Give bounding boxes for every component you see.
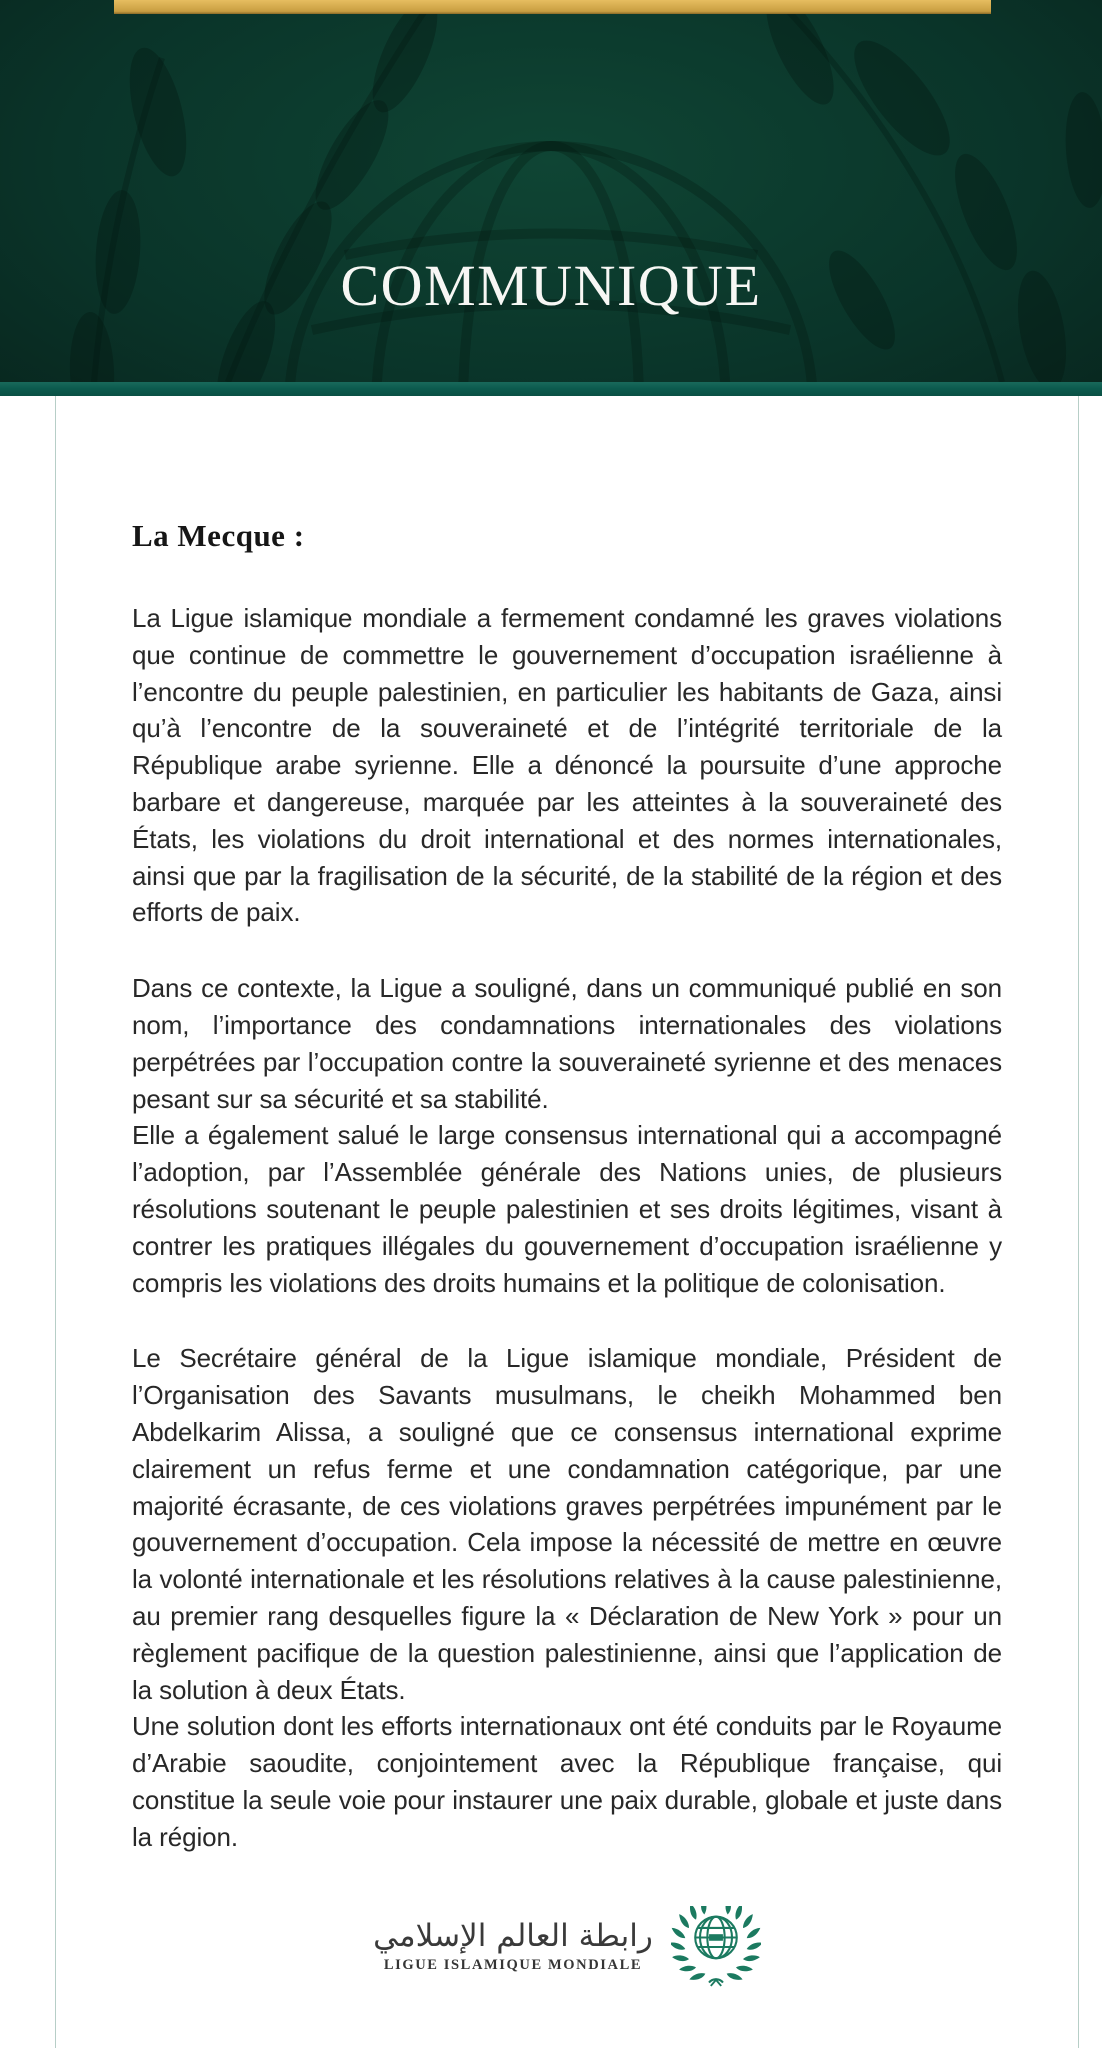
logo-arabic-name: رابطة العالم الإسلامي — [373, 1917, 653, 1954]
mwl-logo — [132, 1906, 1002, 1988]
teal-divider-band — [0, 382, 1102, 396]
paragraph-2: Dans ce contexte, la Ligue a souligné, dans un communiqué publié en son nom, l’importance des condamnations internationales des violations perpétrées par l’occupation contre la souveraineté syrienne et des menaces pesant sur sa sécurité et sa stabilité. — [132, 973, 1002, 1114]
gold-accent-bar — [114, 0, 991, 14]
logo-french-name: LIGUE ISLAMIQUE MONDIALE — [383, 1957, 643, 1974]
header-banner — [0, 0, 1102, 382]
mwl-emblem-icon — [671, 1906, 761, 1988]
laurel-globe-watermark — [0, 0, 1102, 382]
paragraph-4: Le Secrétaire général de la Ligue islamique mondiale, Président de l’Organisation des Savants musulmans, le cheikh Mohammed ben Abdelkarim Alissa, a souligné que ce consensus international exprime clairement un refus ferme et une condamnation catégorique, par une majorité écrasante, de ces violations graves perpétrées impunément par le gouvernement d’occupation. Cela impose la nécessité de mettre en œuvre la volonté internationale et les résolutions relatives à la cause palestinienne, au premier rang desquelles figure la « Déclaration de New York » pour un règlement pacifique de la question palestinienne, ainsi que l’application de la solution à deux États. — [132, 1343, 1002, 1705]
paragraph-1: La Ligue islamique mondiale a fermement condamné les graves violations que continue de commettre le gouvernement d’occupation israélienne à l’encontre du peuple palestinien, en particulier les habitants de Gaza, ainsi qu’à l’encontre de la souveraineté et de l’intégrité territoriale de la République arabe syrienne. Elle a dénoncé la poursuite d’une approche barbare et dangereuse, marquée par les atteintes à la souveraineté des États, les violations du droit international et des normes internationales, ainsi que par la fragilisation de la sécurité, de la stabilité de la région et des efforts de paix. — [132, 603, 1002, 928]
paragraph-3: Elle a également salué le large consensus international qui a accompagné l’adoption, par l’Assemblée générale des Nations unies, de plusieurs résolutions soutenant le peuple palestinien et ses droits légitimes, visant à contrer les pratiques illégales du gouvernement d’occupation israélienne y compris les violations des droits humains et la politique de colonisation. — [132, 1120, 1002, 1298]
document-sheet — [55, 396, 1079, 2048]
mwl-logo-text — [373, 1919, 653, 1974]
paragraph-5: Une solution dont les efforts internationaux ont été conduits par le Royaume d’Arabie saoudite, conjointement avec la République française, qui constitue la seule voie pour instaurer une paix durable, globale et juste dans la région. — [132, 1711, 1002, 1852]
dateline-heading: La Mecque : — [132, 518, 305, 553]
page-title: COMMUNIQUE — [340, 253, 762, 318]
document-content — [56, 396, 1078, 1988]
